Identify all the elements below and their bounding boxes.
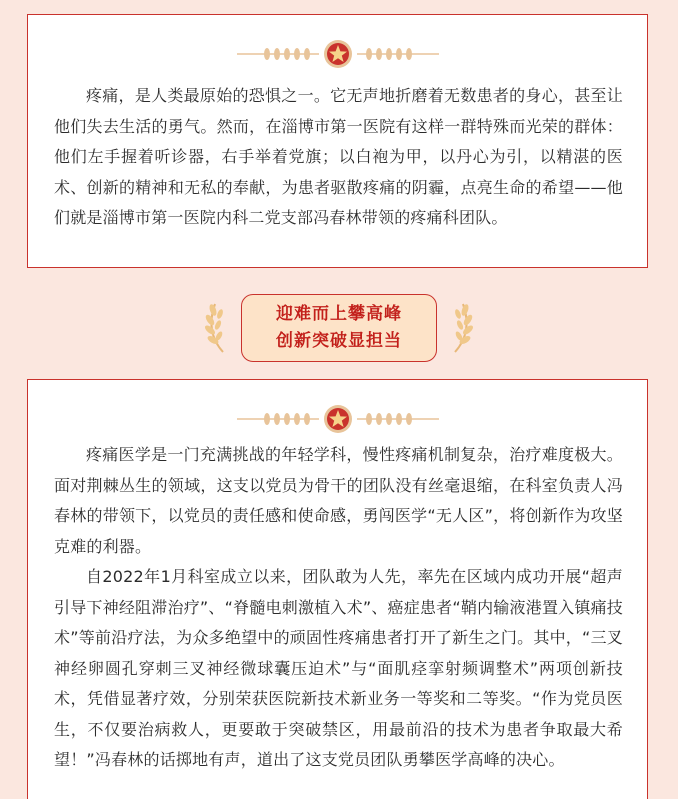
- emblem-divider: [28, 37, 647, 71]
- party-emblem-icon: [323, 39, 353, 69]
- banner-line-2: 创新突破显担当: [276, 331, 402, 351]
- wheat-ornament-right-icon: [357, 46, 439, 62]
- wheat-ornament-left-icon: [237, 46, 319, 62]
- laurel-right-icon: [449, 300, 477, 356]
- section-banner: [0, 290, 678, 366]
- intro-paragraph: 疼痛，是人类最原始的恐惧之一。它无声地折磨着无数患者的身心，甚至让他们失去生活的勇气。然而，在淄博市第一医院有这样一群特殊而光荣的群体：他们左手握着听诊器，右手举着党旗；以白袍为甲，以丹心为引，以精湛的医术、创新的精神和无私的奉献，为患者驱散疼痛的阴霾，点亮生命的希望——他们就是淄博市第一医院内科二党支部冯春林带领的疼痛科团队。: [54, 86, 623, 227]
- intro-text: [54, 81, 623, 234]
- intro-card: [27, 14, 648, 268]
- paragraph-1: 疼痛医学是一门充满挑战的年轻学科，慢性疼痛机制复杂，治疗难度极大。面对荆棘丛生的领域，这支以党员为骨干的团队没有丝毫退缩，在科室负责人冯春林的带领下，以党员的责任感和使命感，勇闯医学“无人区”，将创新作为攻坚克难的利器。: [54, 445, 623, 556]
- wheat-ornament-right-icon: [357, 411, 439, 427]
- innovation-card: [27, 379, 648, 799]
- emblem-divider: [28, 402, 647, 436]
- innovation-text: [54, 440, 623, 776]
- banner-box: [241, 294, 437, 362]
- party-emblem-icon: [323, 404, 353, 434]
- laurel-left-icon: [201, 300, 229, 356]
- wheat-ornament-left-icon: [237, 411, 319, 427]
- banner-line-1: 迎难而上攀高峰: [276, 304, 402, 324]
- paragraph-2: 自2022年1月科室成立以来，团队敢为人先，率先在区域内成功开展“超声引导下神经阻滞治疗”、“脊髓电刺激植入术”、癌症患者“鞘内输液港置入镇痛技术”等前沿疗法，为众多绝望中的顽固性疼痛患者打开了新生之门。其中，“三叉神经卵圆孔穿刺三叉神经微球囊压迫术”与“面肌痉挛射频调整术”两项创新技术，凭借显著疗效，分别荣获医院新技术新业务一等奖和二等奖。“作为党员医生，不仅要治病救人，更要敢于突破禁区，用最前沿的技术为患者争取最大希望！”冯春林的话掷地有声，道出了这支党员团队勇攀医学高峰的决心。: [54, 567, 623, 769]
